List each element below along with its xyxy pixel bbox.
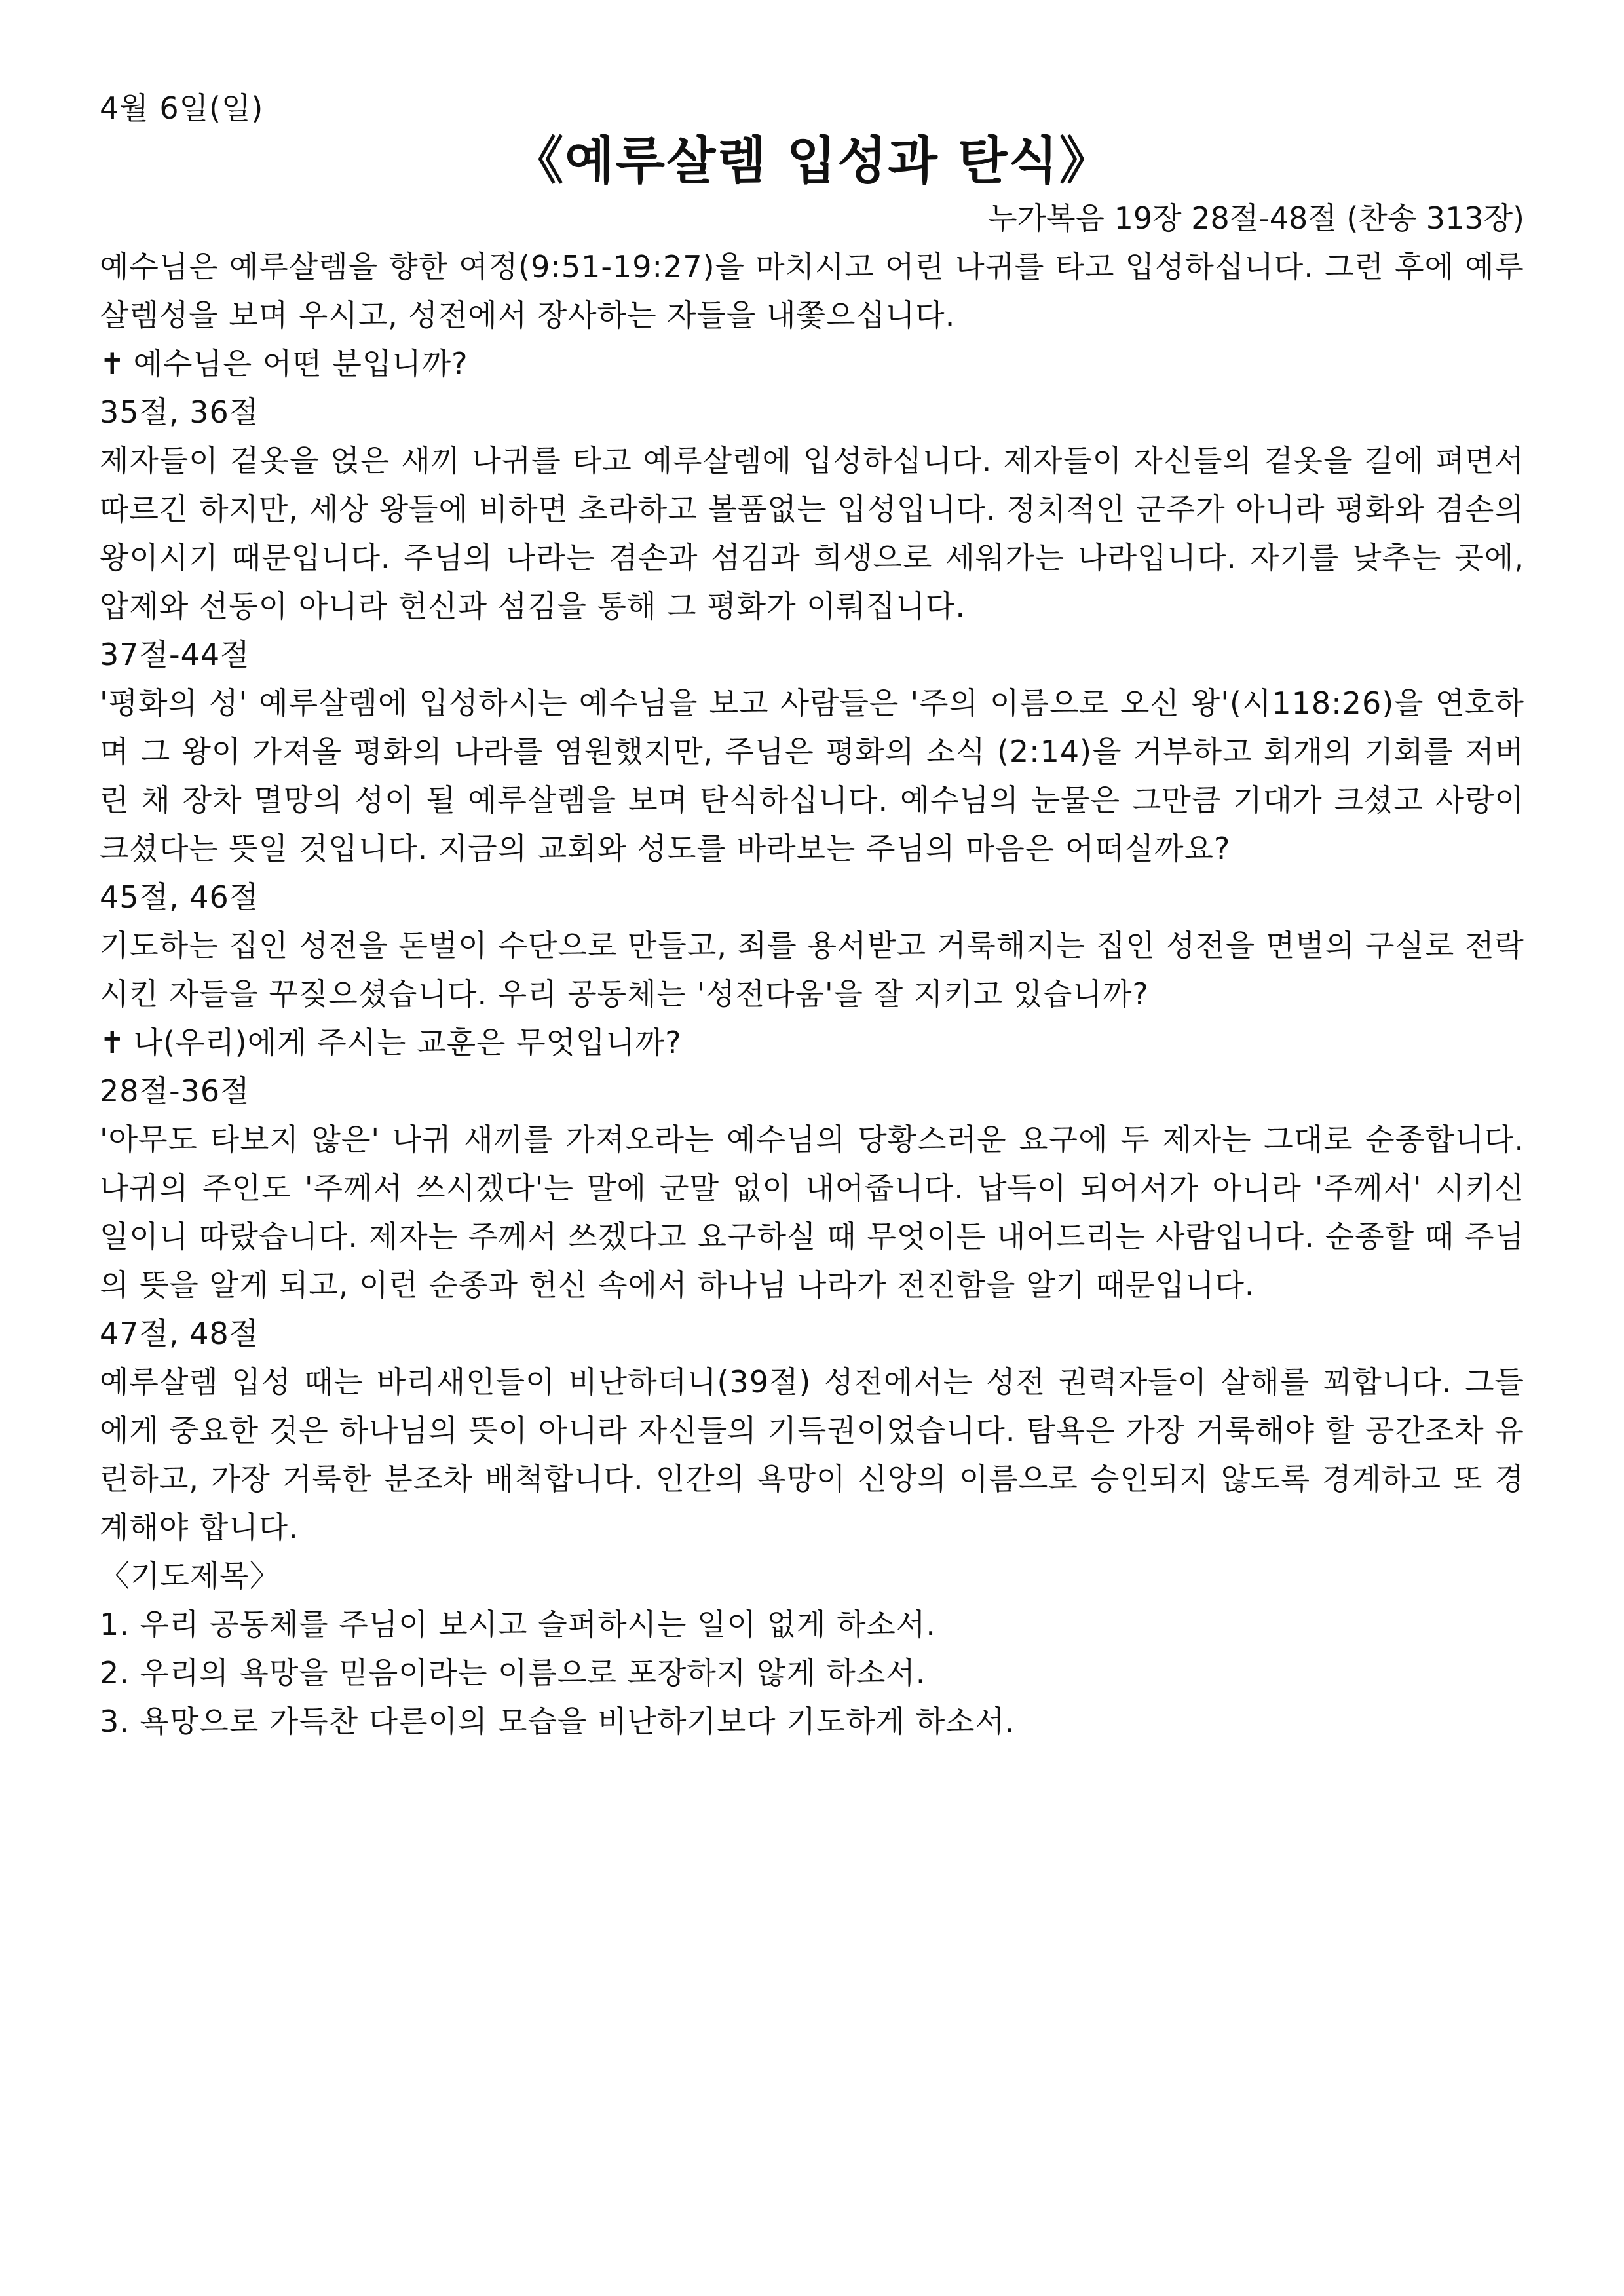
prayer-item: 3. 욕망으로 가득찬 다른이의 모습을 비난하기보다 기도하게 하소서.: [100, 1704, 1015, 1739]
scripture-reference: 누가복음 19장 28절-48절 (찬송 313장): [988, 201, 1524, 236]
verse-heading: 28절-36절: [100, 1073, 250, 1109]
section1-question-text: 예수님은 어떤 분입니까?: [133, 346, 468, 381]
section1-question: [100, 339, 1524, 388]
date-label: 4월 6일(일): [100, 90, 264, 126]
verse-heading: 47절, 48절: [100, 1316, 259, 1351]
verse-paragraph: 예루살렘 입성 때는 바리새인들이 비난하더니(39절) 성전에서는 성전 권력자들이 살해를 꾀합니다. 그들에게 중요한 것은 하나님의 뜻이 아니라 자신들의 기득권이었습니다. 탐욕은 가장 거룩해야 할 공간조차 유린하고, 가장 거룩한 분조차 배척합니다. 인간의 욕망이 신앙의 이름으로 승인되지 않도록 경계하고 또 경계해야 합니다.: [100, 1364, 1524, 1545]
verse-paragraph: 제자들이 겉옷을 얹은 새끼 나귀를 타고 예루살렘에 입성하십니다. 제자들이 자신들의 겉옷을 길에 펴면서 따르긴 하지만, 세상 왕들에 비하면 초라하고 볼품없는 입성입니다. 정치적인 군주가 아니라 평화와 겸손의 왕이시기 때문입니다. 주님의 나라는 겸손과 섬김과 희생으로 세워가는 나라입니다. 자기를 낮추는 곳에, 압제와 선동이 아니라 헌신과 섬김을 통해 그 평화가 이뤄집니다.: [100, 443, 1524, 624]
verse-heading: 35절, 36절: [100, 394, 259, 430]
prayer-title: 〈기도제목〉: [100, 1558, 280, 1594]
section2-question: [100, 1018, 1524, 1067]
section2-question-text: 나(우리)에게 주시는 교훈은 무엇입니까?: [133, 1025, 682, 1060]
cross-icon: ✝: [100, 346, 126, 381]
cross-icon: ✝: [100, 1025, 126, 1060]
verse-paragraph: '평화의 성' 예루살렘에 입성하시는 예수님을 보고 사람들은 '주의 이름으로 오신 왕'(시118:26)을 연호하며 그 왕이 가져올 평화의 나라를 염원했지만, 주님은 평화의 소식 (2:14)을 거부하고 회개의 기회를 저버린 채 장차 멸망의 성이 될 예루살렘을 보며 탄식하십니다. 예수님의 눈물은 그만큼 기대가 크셨고 사랑이 크셨다는 뜻일 것입니다. 지금의 교회와 성도를 바라보는 주님의 마음은 어떠실까요?: [100, 685, 1524, 866]
prayer-item: 2. 우리의 욕망을 믿음이라는 이름으로 포장하지 않게 하소서.: [100, 1655, 926, 1691]
prayer-item: 1. 우리 공동체를 주님이 보시고 슬퍼하시는 일이 없게 하소서.: [100, 1607, 936, 1642]
prayer-list: [100, 1600, 1524, 1746]
verse-heading: 45절, 46절: [100, 879, 259, 915]
verse-heading: 37절-44절: [100, 637, 250, 672]
devotional-page: [100, 84, 1524, 1746]
intro-paragraph: 예수님은 예루살렘을 향한 여정(9:51-19:27)을 마치시고 어린 나귀를 타고 입성하십니다. 그런 후에 예루살렘성을 보며 우시고, 성전에서 장사하는 자들을 내쫓으십니다.: [100, 249, 1524, 333]
page-title: 《예루살렘 입성과 탄식》: [512, 132, 1112, 191]
verse-paragraph: '아무도 타보지 않은' 나귀 새끼를 가져오라는 예수님의 당황스러운 요구에 두 제자는 그대로 순종합니다. 나귀의 주인도 '주께서 쓰시겠다'는 말에 군말 없이 내어줍니다. 납득이 되어서가 아니라 '주께서' 시키신 일이니 따랐습니다. 제자는 주께서 쓰겠다고 요구하실 때 무엇이든 내어드리는 사람입니다. 순종할 때 주님의 뜻을 알게 되고, 이런 순종과 헌신 속에서 하나님 나라가 전진함을 알기 때문입니다.: [100, 1122, 1524, 1303]
verse-paragraph: 기도하는 집인 성전을 돈벌이 수단으로 만들고, 죄를 용서받고 거룩해지는 집인 성전을 면벌의 구실로 전락시킨 자들을 꾸짖으셨습니다. 우리 공동체는 '성전다움'을 잘 지키고 있습니까?: [100, 928, 1524, 1012]
